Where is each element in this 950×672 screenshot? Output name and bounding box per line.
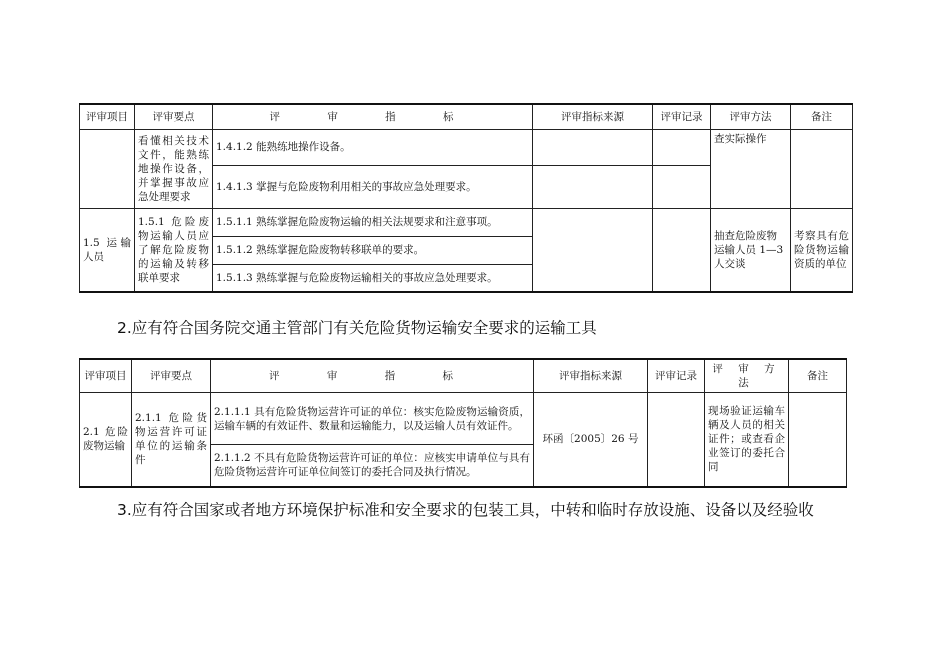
cell-point: 看懂相关技术文件，能熟练地操作设备，并掌握事故应急处理要求 xyxy=(135,129,213,208)
cell-record xyxy=(653,208,711,292)
cell-point: 2.1.1 危险货物运营许可证单位的运输条件 xyxy=(132,393,211,487)
header-indicator: 评 审 指 标 xyxy=(213,104,533,129)
cell-source: 环函〔2005〕26 号 xyxy=(534,393,648,487)
cell-indicator: 2.1.1.2 不具有危险货物运营许可证的单位：应核实申请单位与具有危险货物运营许可证单位间签订的委托合同及执行情况。 xyxy=(211,445,534,487)
cell-record xyxy=(653,165,711,208)
header-record: 评审记录 xyxy=(648,359,705,393)
review-table-1 xyxy=(79,103,853,293)
cell-note xyxy=(791,129,853,208)
cell-indicator: 1.5.1.2 熟练掌握危险废物转移联单的要求。 xyxy=(213,236,533,264)
cell-item: 2.1 危险废物运输 xyxy=(80,393,132,487)
cell-indicator: 1.5.1.3 熟练掌握与危险废物运输相关的事故应急处理要求。 xyxy=(213,264,533,292)
header-indicator: 评 审 指 标 xyxy=(211,359,534,393)
review-table-2 xyxy=(79,358,847,488)
header-note: 备注 xyxy=(789,359,847,393)
cell-indicator: 1.5.1.1 熟练掌握危险废物运输的相关法规要求和注意事项。 xyxy=(213,208,533,236)
section-heading-2: 2.应有符合国务院交通主管部门有关危险货物运输安全要求的运输工具 xyxy=(117,319,597,337)
cell-indicator: 2.1.1.1 具有危险货物运营许可证的单位：核实危险废物运输资质，运输车辆的有效证件、数量和运输能力，以及运输人员有效证件。 xyxy=(211,393,534,445)
cell-method: 查实际操作 xyxy=(711,129,791,208)
header-point: 评审要点 xyxy=(135,104,213,129)
cell-indicator: 1.4.1.2 能熟练地操作设备。 xyxy=(213,129,533,165)
cell-record xyxy=(653,129,711,165)
cell-note xyxy=(789,393,847,487)
header-record: 评审记录 xyxy=(653,104,711,129)
header-source: 评审指标来源 xyxy=(533,104,653,129)
header-source: 评审指标来源 xyxy=(534,359,648,393)
cell-source xyxy=(533,208,653,292)
cell-source xyxy=(533,165,653,208)
header-note: 备注 xyxy=(791,104,853,129)
header-method: 评审方法 xyxy=(711,104,791,129)
cell-source xyxy=(533,129,653,165)
cell-note: 考察具有危险货物运输资质的单位 xyxy=(791,208,853,292)
section-heading-3: 3.应有符合国家或者地方环境保护标准和安全要求的包装工具，中转和临时存放设施、设备以及经验收 xyxy=(117,501,814,519)
cell-method: 现场验证运输车辆及人员的相关证件；或查看企业签订的委托合同 xyxy=(705,393,789,487)
header-item: 评审项目 xyxy=(80,359,132,393)
cell-record xyxy=(648,393,705,487)
cell-item: 1.5 运输人员 xyxy=(80,208,135,292)
cell-item xyxy=(80,129,135,208)
header-item: 评审项目 xyxy=(80,104,135,129)
cell-method: 抽查危险废物运输人员 1—3 人交谈 xyxy=(711,208,791,292)
cell-point: 1.5.1 危险废物运输人员应了解危险废物的运输及转移联单要求 xyxy=(135,208,213,292)
header-point: 评审要点 xyxy=(132,359,211,393)
cell-indicator: 1.4.1.3 掌握与危险废物利用相关的事故应急处理要求。 xyxy=(213,165,533,208)
header-method: 评 审 方 法 xyxy=(705,359,789,393)
